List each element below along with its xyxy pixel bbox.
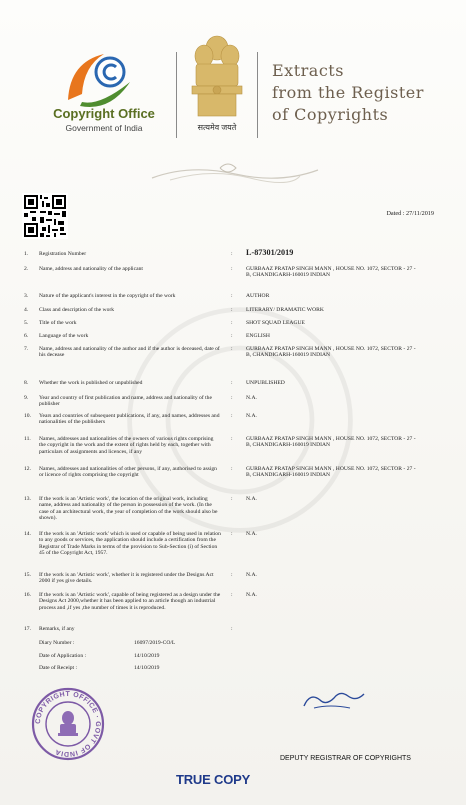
row-number: 13. (24, 496, 31, 502)
row-label: Registration Number (39, 251, 87, 257)
heading-line-3: of Copyrights (272, 105, 389, 124)
qr-code-icon (22, 193, 68, 239)
row-colon: : (231, 395, 233, 401)
row-value: N.A. (246, 413, 257, 419)
row-label: Class and description of the work (39, 307, 115, 313)
row-label: Nature of the applicant's interest in the copyright of the work (39, 293, 176, 299)
heading-line-2: from the Register (272, 83, 424, 102)
row-number: 7. (24, 346, 29, 352)
row-colon: : (231, 436, 233, 442)
row-value: GURBAAZ PRATAP SINGH MANN , HOUSE NO. 1072, SECTOR - 27 - B, CHANDIGARH-160019 INDIAN (246, 266, 416, 279)
row-colon: : (231, 251, 233, 257)
row-colon: : (231, 531, 233, 537)
row-label: Names, addresses and nationalities of other persons, if any, authorised to assign or licence of rights comprising the copyright (39, 466, 217, 479)
row-number: 17. (24, 626, 31, 632)
row-number: 12. (24, 466, 31, 472)
national-emblem-icon (182, 30, 252, 122)
row-label: If the work is an 'Artistic work', the location of the original work, including name, address and nationality of the person in possession of the work. (In the case of an architectural work, the year of completion of the work should also be shown). (39, 496, 218, 522)
copyright-office-seal-icon (30, 686, 106, 762)
row-label: Remarks, if any (39, 626, 75, 632)
row-number: 15. (24, 572, 31, 578)
row-label: Year and country of first publication and name, address and nationality of the publisher (39, 395, 212, 408)
row-value: N.A. (246, 572, 257, 578)
row-number: 9. (24, 395, 29, 401)
row-value: SHOT SQUAD LEAGUE (246, 320, 305, 326)
row-label: If the work is an 'Artistic work', capable of being registered as a design under the Designs Act 2000,whether it has been applied to an article though an industrial process and ,if yes ,the number of times it is reproduced. (39, 592, 221, 611)
registration-number-value: L-87301/2019 (246, 248, 294, 257)
receipt-date-value: 14/10/2019 (134, 665, 160, 671)
row-number: 4. (24, 307, 29, 313)
row-label: Title of the work (39, 320, 77, 326)
row-value: N.A. (246, 395, 257, 401)
document-heading (272, 60, 452, 126)
row-number: 1. (24, 251, 29, 257)
row-colon: : (231, 307, 233, 313)
application-date-value: 14/10/2019 (134, 653, 160, 659)
decorative-swirl-icon (150, 158, 320, 186)
row-number: 11. (24, 436, 31, 442)
row-value: GURBAAZ PRATAP SINGH MANN , HOUSE NO. 1072, SECTOR - 27 - B, CHANDIGARH-160019 INDIAN (246, 466, 416, 479)
row-colon: : (231, 626, 233, 632)
application-date-label: Date of Application : (39, 653, 87, 659)
header-divider-2 (257, 52, 258, 138)
svg-text:COPYRIGHT OFFICE · GOVT OF IND: COPYRIGHT OFFICE · GOVT OF INDIA (34, 690, 102, 758)
row-label: Name, address and nationality of the author and if the author is deceased, date of his decease (39, 346, 220, 359)
row-value: N.A. (246, 531, 257, 537)
row-number: 10. (24, 413, 31, 419)
row-label: Names, addresses and nationalities of the owners of various rights comprising the copyright in the work and the extent of rights held by each, together with particulars of assignments and licences, if any (39, 436, 214, 455)
row-value: GURBAAZ PRATAP SINGH MANN , HOUSE NO. 1072, SECTOR - 27 - B, CHANDIGARH-160019 INDIAN (246, 436, 416, 449)
row-colon: : (231, 320, 233, 326)
row-label: Whether the work is published or unpublished (39, 380, 143, 386)
copyright-office-logo-icon (60, 42, 140, 112)
emblem-motto: सत्यमेव जयते (197, 123, 237, 132)
row-value: ENGLISH (246, 333, 270, 339)
row-number: 6. (24, 333, 29, 339)
receipt-date-label: Date of Receipt : (39, 665, 78, 671)
row-colon: : (231, 266, 233, 272)
row-number: 16. (24, 592, 31, 598)
row-colon: : (231, 466, 233, 472)
row-number: 8. (24, 380, 29, 386)
row-label: Years and countries of subsequent publications, if any, and names, addresses and nationalities of the publishers (39, 413, 220, 426)
row-colon: : (231, 413, 233, 419)
row-number: 3. (24, 293, 29, 299)
office-title: Copyright Office (53, 106, 155, 121)
row-number: 2. (24, 266, 29, 272)
row-colon: : (231, 496, 233, 502)
row-label: If the work is an 'Artistic work' which is used or capable of being used in relation to any goods or services, the application should include a certification from the Registrar of Trade Marks in terms of the provision to Sub-Section (i) of Section 45 of the Copyright Act, 1957. (39, 531, 221, 557)
row-label: If the work is an 'Artistic work', whether it is registered under the Designs Act 2000 if yes give details. (39, 572, 214, 585)
row-colon: : (231, 380, 233, 386)
row-colon: : (231, 346, 233, 352)
row-colon: : (231, 333, 233, 339)
row-number: 5. (24, 320, 29, 326)
row-value: UNPUBLISHED (246, 380, 285, 386)
dated-label: Dated : 27/11/2019 (386, 210, 434, 217)
row-value: AUTHOR (246, 293, 270, 299)
row-number: 14. (24, 531, 31, 537)
row-value: N.A. (246, 496, 257, 502)
deputy-registrar-label: DEPUTY REGISTRAR OF COPYRIGHTS (280, 755, 411, 762)
office-subtitle: Government of India (65, 123, 143, 133)
row-value: GURBAAZ PRATAP SINGH MANN , HOUSE NO. 1072, SECTOR - 27 - B, CHANDIGARH-160019 INDIAN (246, 346, 416, 359)
header-divider (176, 52, 177, 138)
row-value: LITERARY/ DRAMATIC WORK (246, 307, 324, 313)
signature-icon (300, 686, 370, 714)
row-colon: : (231, 572, 233, 578)
row-value: N.A. (246, 592, 257, 598)
diary-number-label: Diary Number : (39, 640, 75, 646)
heading-line-1: Extracts (272, 61, 344, 80)
row-label: Name, address and nationality of the applicant (39, 266, 143, 272)
row-colon: : (231, 592, 233, 598)
row-label: Language of the work (39, 333, 89, 339)
true-copy-stamp: TRUE COPY (176, 772, 251, 787)
diary-number-value: 16097/2019-CO/L (134, 640, 176, 646)
row-colon: : (231, 293, 233, 299)
